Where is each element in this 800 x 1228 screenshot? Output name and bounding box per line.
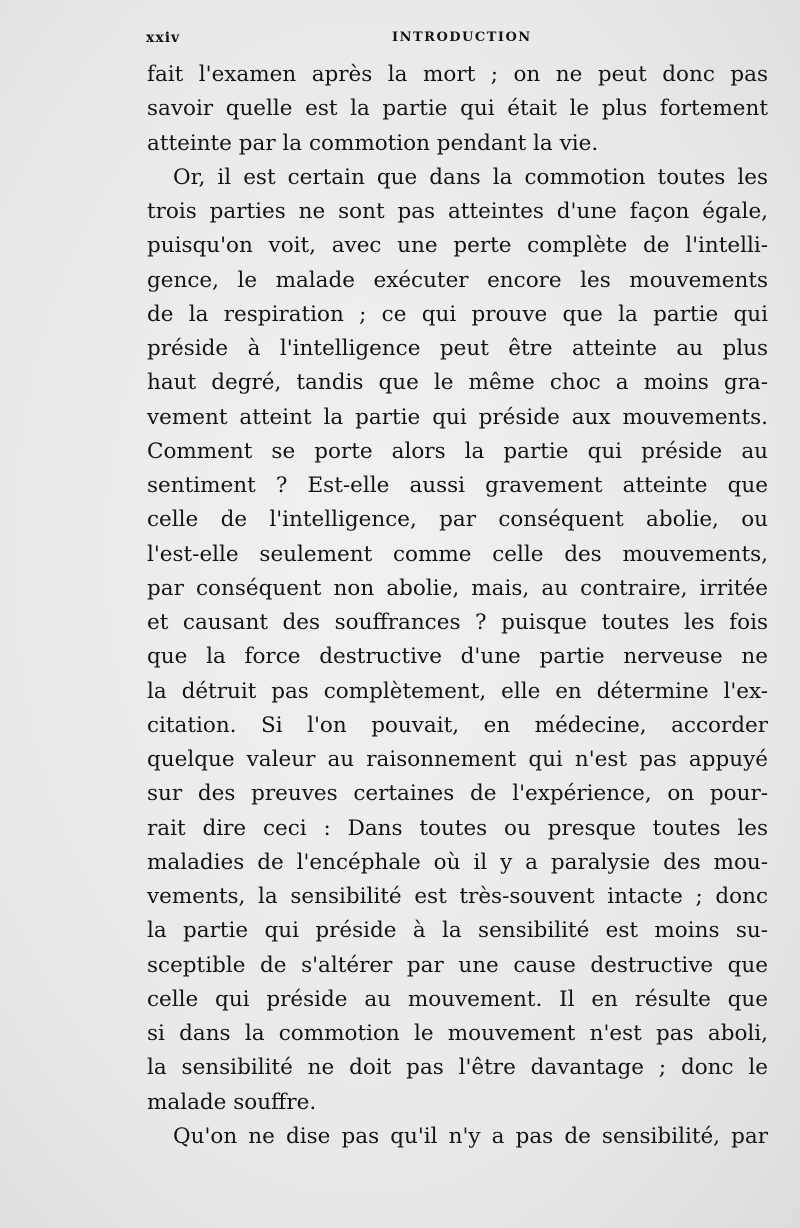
text-line: haut degré, tandis que le même choc a moins gra- (147, 370, 768, 396)
text-line: préside à l'intelligence peut être atteinte au plus (147, 336, 768, 361)
text-line: quelque valeur au raisonnement qui n'est pas appuyé (147, 747, 768, 772)
text-line: vements, la sensibilité est très-souvent intacte ; donc (147, 884, 768, 909)
text-line: que la force destructive d'une partie nerveuse ne (147, 644, 768, 670)
text-line: rait dire ceci : Dans toutes ou presque toutes les (147, 815, 768, 841)
text-line: Or, il est certain que dans la commotion toutes les (173, 164, 768, 190)
page-number: xxiv (146, 30, 181, 46)
text-line: la détruit pas complètement, elle en détermine l'ex- (147, 678, 768, 704)
text-line: l'est-elle seulement comme celle des mouvements, (147, 541, 768, 567)
page-header (146, 30, 766, 52)
text-line: malade souffre. (147, 1089, 317, 1115)
text-line: la sensibilité ne doit pas l'être davantage ; donc le (147, 1055, 768, 1081)
text-line: maladies de l'encéphale où il y a paralysie des mou- (147, 849, 768, 875)
text-line: sentiment ? Est-elle aussi gravement atteinte que (147, 473, 768, 498)
text-line: sceptible de s'altérer par une cause destructive que (147, 952, 768, 978)
text-line: puisqu'on voit, avec une perte complète de l'intelli- (147, 233, 768, 259)
text-line: atteinte par la commotion pendant la vie. (147, 130, 599, 156)
text-line: celle de l'intelligence, par conséquent abolie, ou (147, 507, 768, 533)
body-text (147, 58, 768, 1154)
text-line: si dans la commotion le mouvement n'est pas aboli, (147, 1021, 768, 1046)
text-line: savoir quelle est la partie qui était le plus fortement (147, 96, 768, 122)
text-line: Comment se porte alors la partie qui préside au (147, 438, 768, 464)
text-line: la partie qui préside à la sensibilité est moins su- (147, 918, 768, 944)
text-line: sur des preuves certaines de l'expérience, on pour- (147, 781, 768, 807)
text-line: trois parties ne sont pas atteintes d'une façon égale, (147, 199, 768, 224)
text-line: vement atteint la partie qui préside aux mouvements. (147, 404, 768, 430)
text-line: par conséquent non abolie, mais, au contraire, irritée (147, 575, 768, 601)
text-line: et causant des souffrances ? puisque toutes les fois (147, 610, 768, 635)
text-line: gence, le malade exécuter encore les mouvements (147, 267, 768, 293)
text-line: citation. Si l'on pouvait, en médecine, accorder (147, 712, 768, 738)
text-line: fait l'examen après la mort ; on ne peut donc pas (147, 62, 768, 87)
text-line: Qu'on ne dise pas qu'il n'y a pas de sensibilité, par (173, 1123, 768, 1149)
text-line: celle qui préside au mouvement. Il en résulte que (147, 986, 768, 1012)
running-title: INTRODUCTION (392, 30, 532, 45)
text-line: de la respiration ; ce qui prouve que la partie qui (147, 301, 768, 327)
